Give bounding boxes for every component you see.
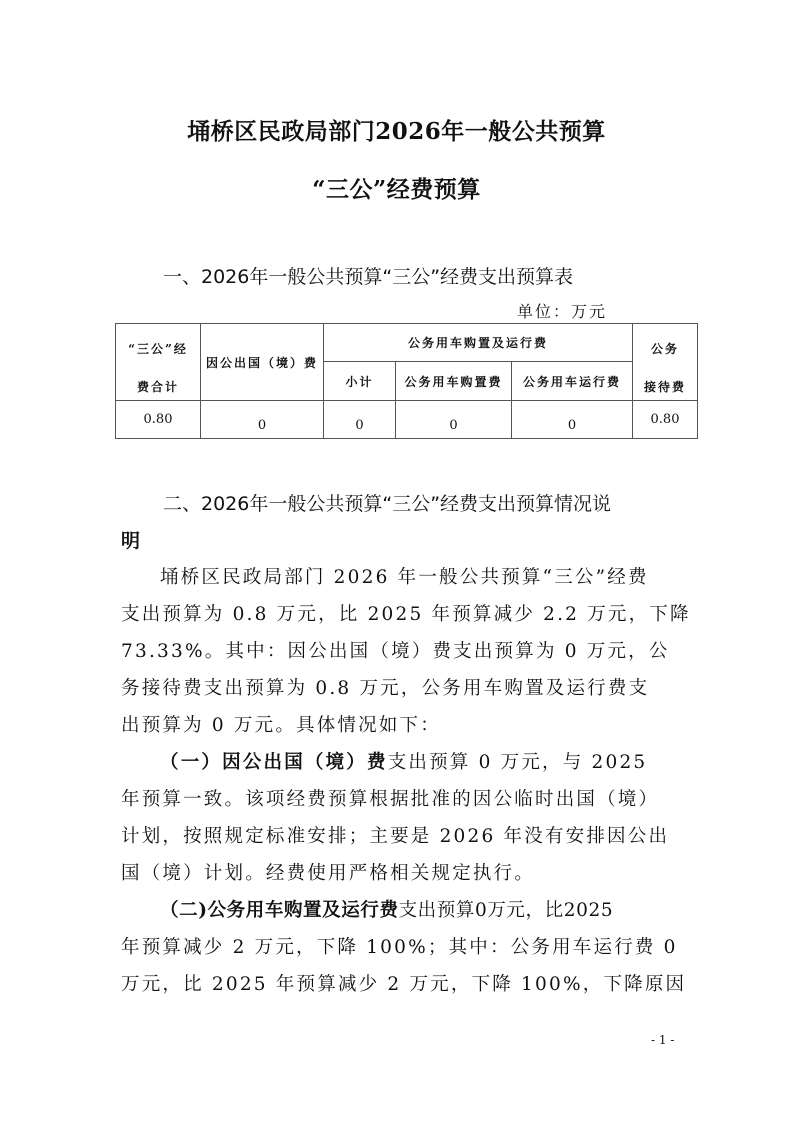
section2-heading-line2: 明 xyxy=(121,530,141,552)
para3-line1 xyxy=(160,896,613,922)
para1-line5: 出预算为 0 万元。具体情况如下： xyxy=(121,715,441,736)
page-number: - 1 - xyxy=(651,1033,675,1047)
header-abroad: 因公出国（境）费 xyxy=(201,324,324,401)
header-vehicle-purchase: 公务用车购置费 xyxy=(396,362,512,401)
para1-line3: 73.33%。其中：因公出国（境）费支出预算为 0 万元，公 xyxy=(121,641,670,662)
cell-abroad: 0 xyxy=(201,401,324,439)
header-total xyxy=(116,324,201,401)
para2-line3: 计划，按照规定标准安排；主要是 2026 年没有安排因公出 xyxy=(121,826,670,847)
header-vehicle-group: 公务用车购置及运行费 xyxy=(324,324,633,362)
header-total-line1: “三公”经 xyxy=(128,342,188,356)
para2-line4: 国（境）计划。经费使用严格相关规定执行。 xyxy=(121,863,536,884)
header-subtotal: 小计 xyxy=(324,362,396,401)
header-reception xyxy=(633,324,698,401)
cell-vehicle-operation: 0 xyxy=(512,401,633,439)
section1-heading: 一、2026年一般公共预算“三公”经费支出预算表 xyxy=(163,266,574,288)
para1-line1: 埇桥区民政局部门 2026 年一般公共预算“三公”经费 xyxy=(160,567,649,588)
section2-heading-line1: 二、2026年一般公共预算“三公”经费支出预算情况说 xyxy=(163,493,612,515)
document-title-line1: 埇桥区民政局部门2026年一般公共预算 xyxy=(187,118,606,145)
unit-label: 单位：万元 xyxy=(517,302,608,321)
budget-table xyxy=(115,323,698,439)
document-title-line2: “三公”经费预算 xyxy=(312,176,481,203)
cell-reception: 0.80 xyxy=(633,401,698,439)
header-total-line2: 费合计 xyxy=(136,380,179,394)
para3-line2: 年预算减少 2 万元，下降 100%；其中：公务用车运行费 0 xyxy=(121,937,678,958)
cell-total: 0.80 xyxy=(116,401,201,439)
para2-line1 xyxy=(160,748,647,774)
para1-line2: 支出预算为 0.8 万元，比 2025 年预算减少 2.2 万元，下降 xyxy=(121,604,691,625)
para2-bold-heading: （一）因公出国（境）费 xyxy=(160,752,388,773)
para2-line1-rest: 支出预算 0 万元，与 2025 xyxy=(387,752,648,773)
para1-line4: 务接待费支出预算为 0.8 万元，公务用车购置及运行费支 xyxy=(121,678,650,699)
header-vehicle-operation: 公务用车运行费 xyxy=(512,362,633,401)
para3-bold-heading: （二)公务用车购置及运行费 xyxy=(160,900,399,921)
para2-line2: 年预算一致。该项经费预算根据批准的因公临时出国（境） xyxy=(121,789,660,810)
para3-line1-rest: 支出预算0万元，比2025 xyxy=(398,900,614,921)
para3-line3: 万元，比 2025 年预算减少 2 万元，下降 100%，下降原因 xyxy=(121,974,687,995)
header-reception-line1: 公务 xyxy=(650,342,679,356)
cell-vehicle-purchase: 0 xyxy=(396,401,512,439)
cell-subtotal: 0 xyxy=(324,401,396,439)
header-reception-line2: 接待费 xyxy=(643,380,686,394)
